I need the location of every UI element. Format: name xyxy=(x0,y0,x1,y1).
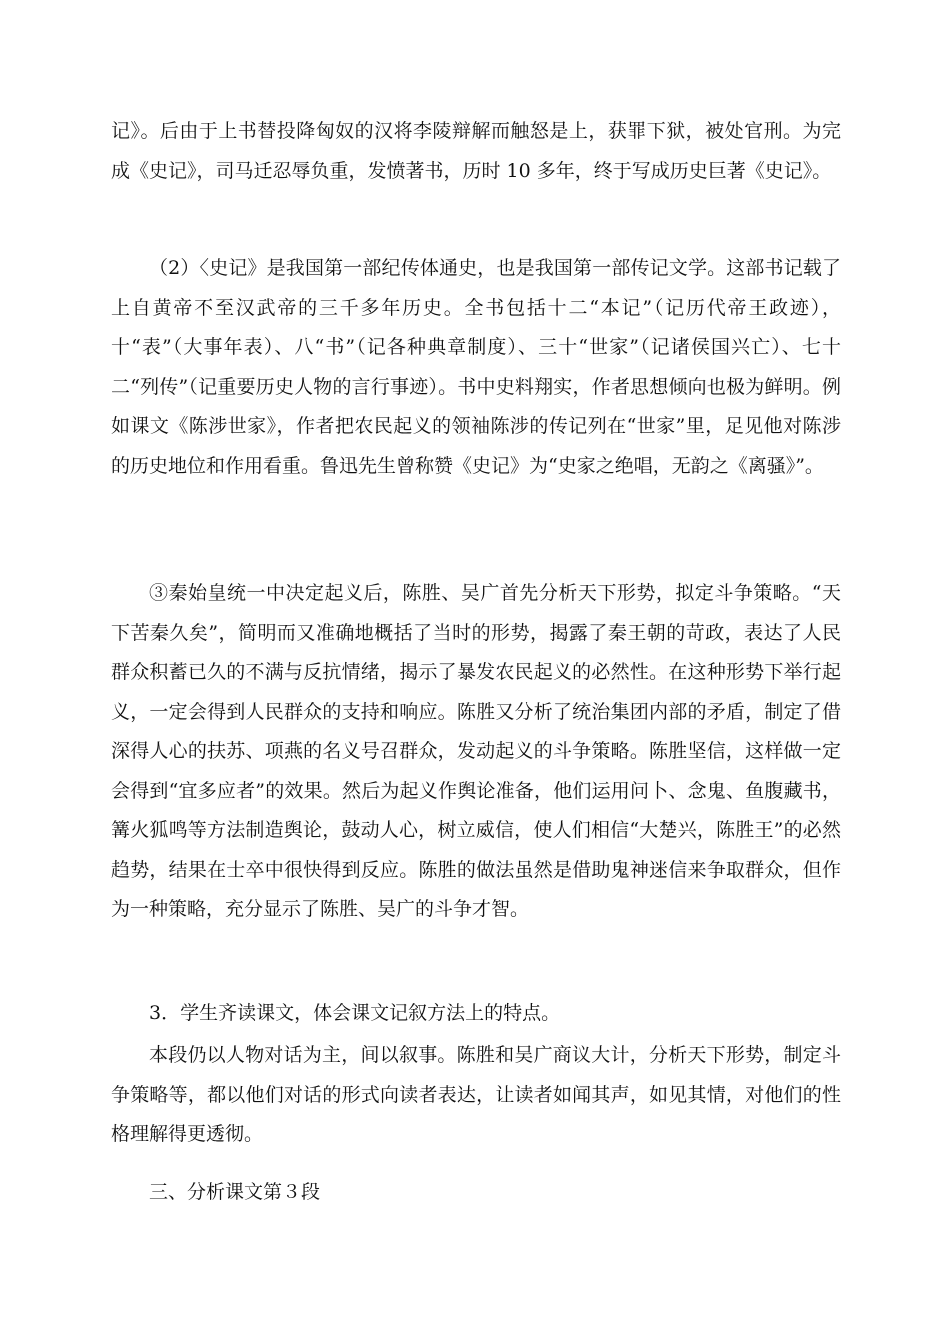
section-heading-paragraph-three: 三、分析课文第３段 xyxy=(149,1181,321,1203)
paragraph-sima-qian-continued: 记》。后由于上书替投降匈奴的汉将李陵辩解而触怒是上，获罪下狱，被处官刑。为完成《史记》，司马迁忍辱负重，发愤著书，历时 10 多年，终于写成历史巨著《史记》。 xyxy=(111,120,841,182)
paragraph-shiji-introduction: （2）〈史记》是我国第一部纪传体通史，也是我国第一部传记文学。这部书记载了上自黄帝不至汉武帝的三千多年历史。全书包括十二“本记”（记历代帝王政迹），十“表”（大事年表）、八“书”（记各种典章制度）、三十“世家”（记诸侯国兴亡）、七十二“列传”（记重要历史人物的言行事迹）。书中史料翔实，作者思想倾向也极为鲜明。例如课文《陈涉世家》，作者把农民起义的领袖陈涉的传记列在“世家”里，足见他对陈涉的历史地位和作用看重。鲁迅先生曾称赞《史记》为“史家之绝唱，无韵之《离骚》”。 xyxy=(111,257,841,477)
paragraph-narrative-method: 本段仍以人物对话为主，间以叙事。陈胜和吴广商议大计，分析天下形势，制定斗争策略等，都以他们对话的形式向读者表达，让读者如闻其声，如见其情，对他们的性格理解得更透彻。 xyxy=(111,1044,841,1145)
paragraph-uprising-strategy: ③秦始皇统一中决定起义后，陈胜、吴广首先分析天下形势，拟定斗争策略。“天下苦秦久矣”，简明而又准确地概括了当时的形势，揭露了秦王朝的苛政，表达了人民群众积蓄已久的不满与反抗情绪，揭示了暴发农民起义的必然性。在这种形势下举行起义，一定会得到人民群众的支持和响应。陈胜又分析了统治集团内部的矛盾，制定了借深得人心的扶苏、项燕的名义号召群众，发动起义的斗争策略。陈胜坚信，这样做一定会得到“宜多应者”的效果。然后为起义作舆论准备，他们运用问卜、念鬼、鱼腹藏书，篝火狐鸣等方法制造舆论，鼓动人心，树立威信，使人们相信“大楚兴，陈胜王”的必然趋势，结果在士卒中很快得到反应。陈胜的做法虽然是借助鬼神迷信来争取群众，但作为一种策略，充分显示了陈胜、吴广的斗争才智。 xyxy=(111,582,841,920)
paragraph-reading-task: 3．学生齐读课文，体会课文记叙方法上的特点。 xyxy=(149,1002,561,1024)
